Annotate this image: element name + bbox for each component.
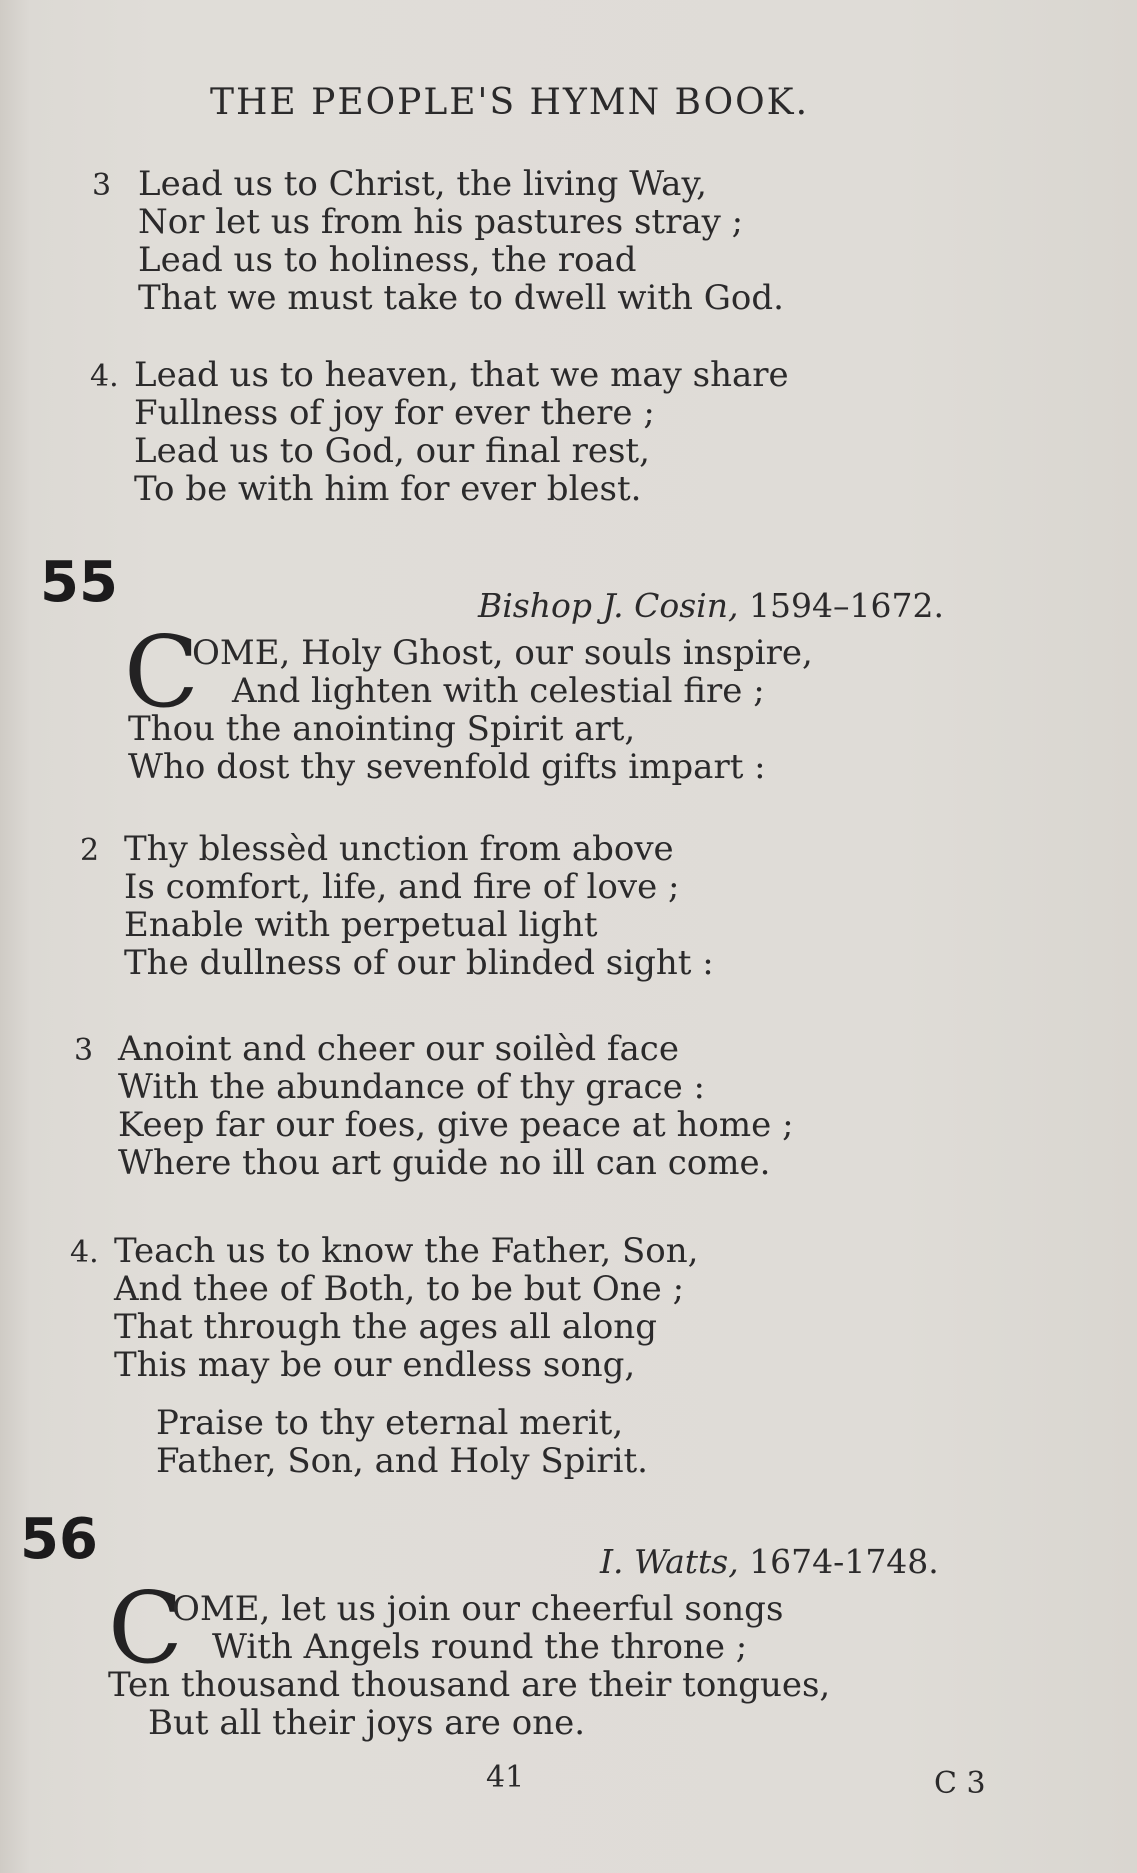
- verse-line: To be with him for ever blest.: [134, 469, 642, 509]
- hymn55-verse-3: [74, 1029, 794, 1183]
- verse-line: Thou the anointing Spirit art,: [128, 709, 636, 749]
- verse-line: Lead us to holiness, the road: [138, 240, 637, 280]
- page-number: 41: [486, 1760, 525, 1795]
- author-name: Bishop J. Cosin,: [478, 586, 739, 625]
- hymn55-verse-1: [128, 634, 813, 786]
- author-dates: 1594–1672.: [748, 586, 944, 625]
- verse-line: Is comfort, life, and fire of love ;: [124, 867, 680, 907]
- verse-line: This may be our endless song,: [114, 1345, 636, 1385]
- verse-line: OME, Holy Ghost, our souls inspire,: [192, 633, 813, 673]
- verse-line: Praise to thy eternal merit,: [156, 1403, 624, 1443]
- verse-line: And lighten with celestial fire ;: [232, 671, 765, 711]
- dropcap-letter: C: [124, 616, 199, 730]
- running-head: THE PEOPLE'S HYMN BOOK.: [210, 82, 810, 123]
- verse-line: Lead us to heaven, that we may share: [134, 355, 789, 395]
- hymn54-verse-4: [90, 355, 789, 509]
- signature-mark: C 3: [934, 1766, 986, 1801]
- verse-line: The dullness of our blinded sight :: [124, 943, 714, 983]
- verse-line: But all their joys are one.: [148, 1703, 586, 1743]
- dropcap-letter: C: [108, 1572, 183, 1686]
- verse-line: OME, let us join our cheerful songs: [172, 1589, 784, 1629]
- hymn54-verse-3: [92, 164, 784, 318]
- verse-line: Where thou art guide no ill can come.: [118, 1143, 771, 1183]
- verse-line: Fullness of joy for ever there ;: [134, 393, 655, 433]
- hymn56-verse-1: [108, 1590, 830, 1742]
- verse-line: Lead us to God, our final rest,: [134, 431, 650, 471]
- verse-number: 2: [80, 833, 100, 868]
- verse-number: 4.: [90, 359, 119, 394]
- verse-line: Father, Son, and Holy Spirit.: [156, 1441, 648, 1481]
- hymn56-attribution: [600, 1542, 939, 1581]
- hymn55-verse-4: [70, 1231, 699, 1385]
- hymn-number-55: 55: [40, 550, 118, 615]
- verse-line: That we must take to dwell with God.: [138, 278, 784, 318]
- verse-line: Enable with perpetual light: [124, 905, 598, 945]
- author-name: I. Watts,: [600, 1542, 739, 1581]
- author-dates: 1674-1748.: [749, 1542, 939, 1581]
- verse-line: Nor let us from his pastures stray ;: [138, 202, 744, 242]
- hymn55-doxology: [156, 1404, 648, 1480]
- verse-number: 3: [74, 1033, 94, 1068]
- verse-line: Ten thousand thousand are their tongues,: [108, 1665, 831, 1705]
- verse-line: Lead us to Christ, the living Way,: [138, 164, 707, 204]
- verse-line: Keep far our foes, give peace at home ;: [118, 1105, 794, 1145]
- verse-line: With the abundance of thy grace :: [118, 1067, 705, 1107]
- verse-line: Anoint and cheer our soilèd face: [118, 1029, 679, 1069]
- verse-number: 3: [92, 168, 112, 203]
- hymn-number-56: 56: [20, 1507, 98, 1572]
- verse-line: Who dost thy sevenfold gifts impart :: [128, 747, 766, 787]
- verse-line: Teach us to know the Father, Son,: [114, 1231, 699, 1271]
- hymn55-attribution: [478, 586, 944, 625]
- verse-line: That through the ages all along: [114, 1307, 657, 1347]
- verse-line: And thee of Both, to be but One ;: [114, 1269, 685, 1309]
- verse-line: With Angels round the throne ;: [212, 1627, 748, 1667]
- hymn55-verse-2: [80, 829, 714, 983]
- verse-number: 4.: [70, 1235, 99, 1270]
- verse-line: Thy blessèd unction from above: [124, 829, 674, 869]
